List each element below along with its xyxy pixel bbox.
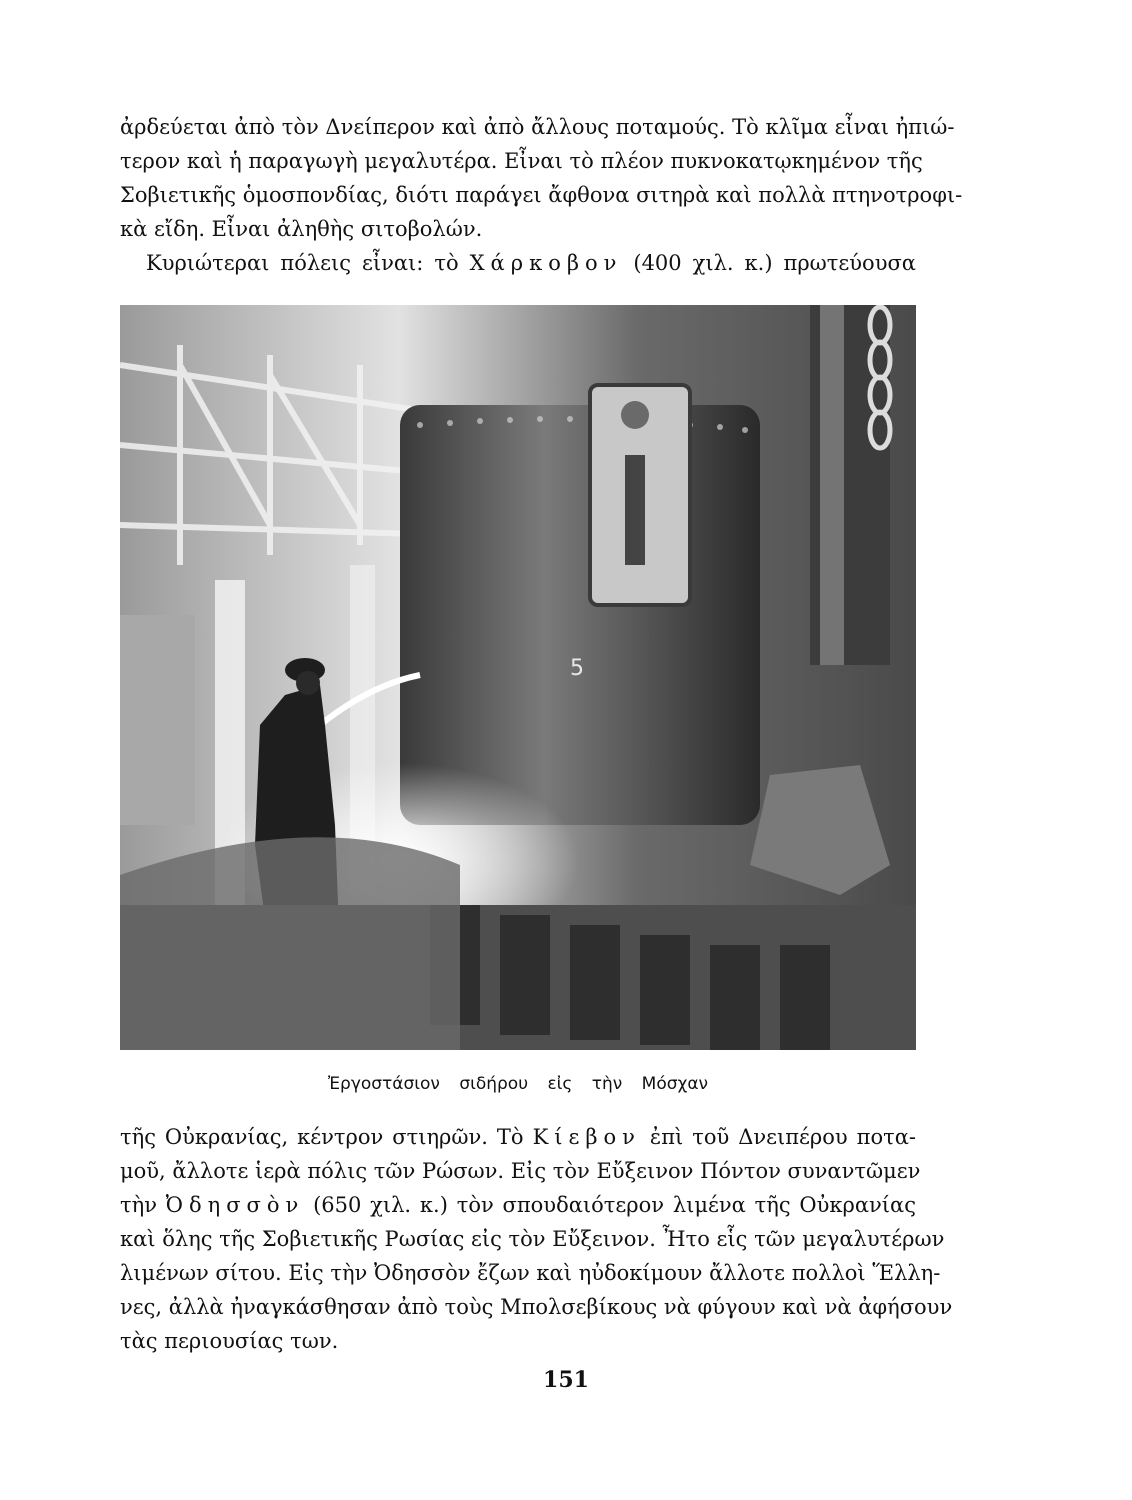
factory-photo <box>120 305 916 1050</box>
text-span: (400 χιλ. κ.) πρωτεύουσα <box>633 251 916 275</box>
text-line <box>120 246 916 280</box>
text-span: ἐπὶ τοῦ Δνειπέρου ποτα- <box>649 1125 916 1149</box>
body-text-bottom <box>120 1120 953 1358</box>
steel-factory-image <box>120 305 916 1050</box>
page-number: 151 <box>543 1367 589 1393</box>
text-line: νες, ἀλλὰ ἠναγκάσθησαν ἀπὸ τοὺς Μπολσεβίκους νὰ φύγουν καὶ νὰ ἀφήσουν <box>120 1295 953 1319</box>
text-line: λιμένων σίτου. Εἰς τὴν Ὀδησσὸν ἔζων καὶ ηὐδοκίμουν ἄλλοτε πολλοὶ Ἕλλη- <box>120 1261 941 1285</box>
text-line <box>120 1188 916 1222</box>
text-line: μοῦ, ἄλλοτε ἱερὰ πόλις τῶν Ρώσων. Εἰς τὸν Εὔξεινον Πόντον συναντῶμεν <box>120 1159 921 1183</box>
text-line: τὰς περιουσίας των. <box>120 1329 339 1353</box>
text-line <box>120 1120 916 1154</box>
city-name-kiev: Κίεβον <box>532 1125 641 1149</box>
text-line: τερον καὶ ἡ παραγωγὴ μεγαλυτέρα. Εἶναι τὸ πλέον πυκνοκατῳκημένον τῆς <box>120 149 923 173</box>
text-line: Σοβιετικῆς ὁμοσπονδίας, διότι παράγει ἄφθονα σιτηρὰ καὶ πολλὰ πτηνοτροφι- <box>120 183 963 207</box>
text-line: κὰ εἴδη. Εἶναι ἀληθὴς σιτοβολών. <box>120 217 483 241</box>
text-span: τῆς Οὐκρανίας, κέντρον στιηρῶν. Τὸ <box>120 1125 524 1149</box>
text-line: ἀρδεύεται ἀπὸ τὸν Δνείπερον καὶ ἀπὸ ἄλλους ποταμούς. Τὸ κλῖμα εἶναι ἠπιώ- <box>120 115 955 139</box>
text-span: τὴν <box>120 1193 157 1217</box>
text-span: Κυριώτεραι πόλεις εἶναι: τὸ <box>146 251 459 275</box>
photo-caption: Ἐργοστάσιον σιδήρου εἰς τὴν Μόσχαν <box>327 1074 709 1094</box>
ladle-number: 5 <box>570 656 584 681</box>
city-name-kharkov: Χάρκοβον <box>469 251 623 275</box>
text-span: (650 χιλ. κ.) τὸν σπουδαιότερον λιμένα τῆς Οὐκρανίας <box>313 1193 916 1217</box>
text-line: καὶ ὅλης τῆς Σοβιετικῆς Ρωσίας εἰς τὸν Εὔξεινον. Ἦτο εἷς τῶν μεγαλυτέρων <box>120 1227 945 1251</box>
city-name-odessa: Ὀδησσὸν <box>165 1193 305 1217</box>
body-text-top <box>120 110 963 280</box>
